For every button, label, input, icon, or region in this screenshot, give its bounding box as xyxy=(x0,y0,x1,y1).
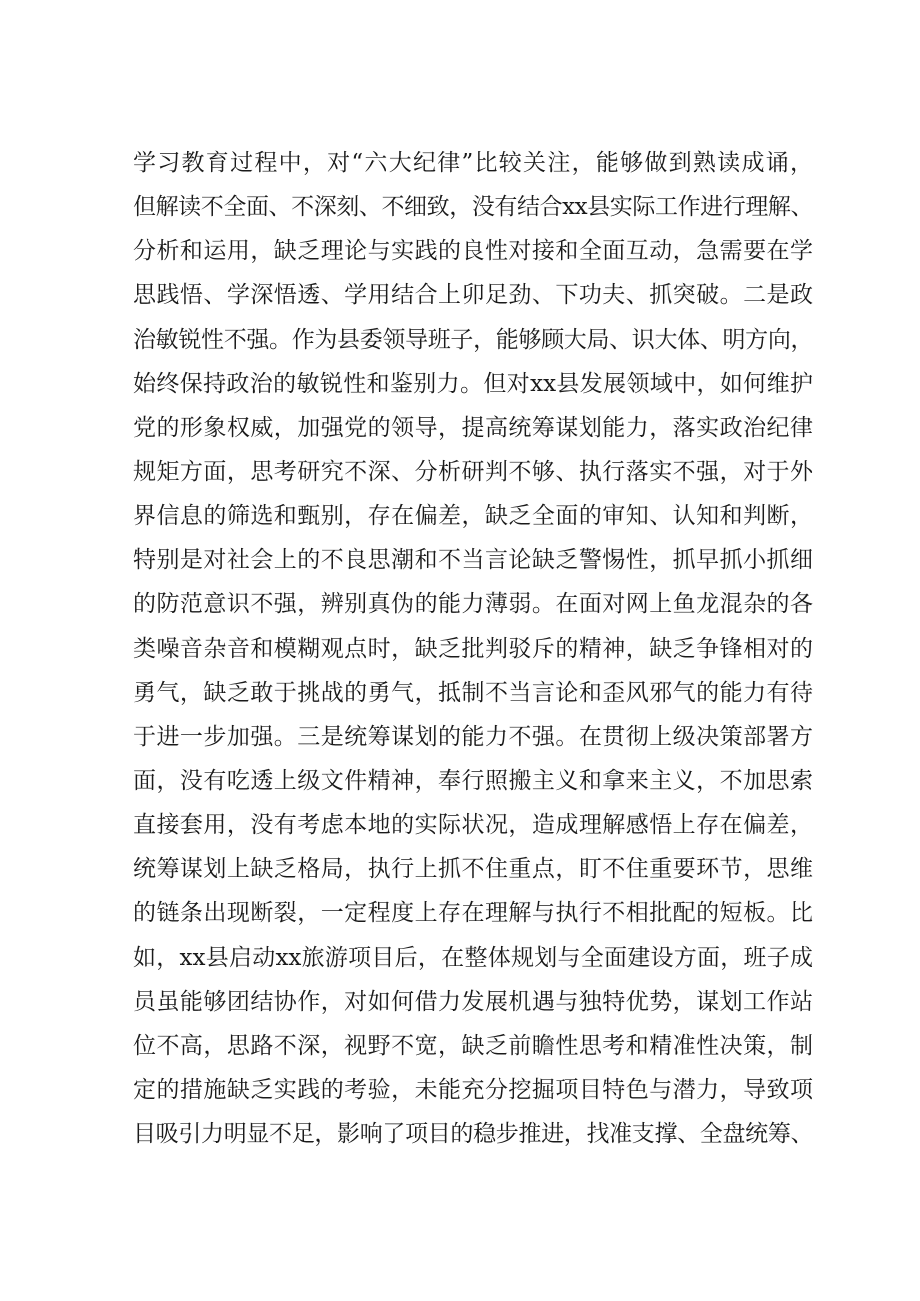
text-line: 直接套用，没有考虑本地的实际状况，造成理解感悟上存在偏差， xyxy=(133,812,813,839)
body-paragraph xyxy=(133,141,813,1156)
text-line: 位不高，思路不深，视野不宽，缺乏前瞻性思考和精准性决策，制 xyxy=(133,1032,813,1059)
text-line: 始终保持政治的敏锐性和鉴别力。但对xx县发展领域中，如何维护 xyxy=(133,370,813,397)
text-line: 于进一步加强。三是统筹谋划的能力不强。在贯彻上级决策部署方 xyxy=(133,723,813,750)
text-line: 面，没有吃透上级文件精神，奉行照搬主义和拿来主义，不加思索 xyxy=(133,767,813,794)
text-line: 分析和运用，缺乏理论与实践的良性对接和全面互动，急需要在学 xyxy=(133,238,813,265)
text-line: 治敏锐性不强。作为县委领导班子，能够顾大局、识大体、明方向， xyxy=(133,326,813,353)
text-line: 统筹谋划上缺乏格局，执行上抓不住重点，盯不住重要环节，思维 xyxy=(133,856,813,883)
text-line: 目吸引力明显不足，影响了项目的稳步推进，找准支撑、全盘统筹、 xyxy=(133,1121,813,1148)
text-line: 思践悟、学深悟透、学用结合上卯足劲、下功夫、抓突破。二是政 xyxy=(133,282,813,309)
text-line: 学习教育过程中，对“六大纪律”比较关注，能够做到熟读成诵， xyxy=(133,150,813,176)
text-line: 特别是对社会上的不良思潮和不当言论缺乏警惕性，抓早抓小抓细 xyxy=(133,547,813,574)
text-line: 规矩方面，思考研究不深、分析研判不够、执行落实不强，对于外 xyxy=(133,458,813,485)
text-line: 的防范意识不强，辨别真伪的能力薄弱。在面对网上鱼龙混杂的各 xyxy=(133,591,813,618)
text-line: 界信息的筛选和甄别，存在偏差，缺乏全面的审知、认知和判断， xyxy=(133,503,813,530)
text-line: 党的形象权威，加强党的领导，提高统筹谋划能力，落实政治纪律 xyxy=(133,414,813,441)
text-line: 员虽能够团结协作，对如何借力发展机遇与独特优势，谋划工作站 xyxy=(133,988,813,1015)
text-line: 的链条出现断裂，一定程度上存在理解与执行不相批配的短板。比 xyxy=(133,900,813,927)
text-line: 如，xx县启动xx旅游项目后，在整体规划与全面建设方面，班子成 xyxy=(133,944,813,971)
text-line: 定的措施缺乏实践的考验，未能充分挖掘项目特色与潜力，导致项 xyxy=(133,1076,813,1103)
text-line: 勇气，缺乏敢于挑战的勇气，抵制不当言论和歪风邪气的能力有待 xyxy=(133,679,813,706)
text-line: 类噪音杂音和模糊观点时，缺乏批判驳斥的精神，缺乏争锋相对的 xyxy=(133,635,813,662)
text-line: 但解读不全面、不深刻、不细致，没有结合xx县实际工作进行理解、 xyxy=(133,194,813,221)
